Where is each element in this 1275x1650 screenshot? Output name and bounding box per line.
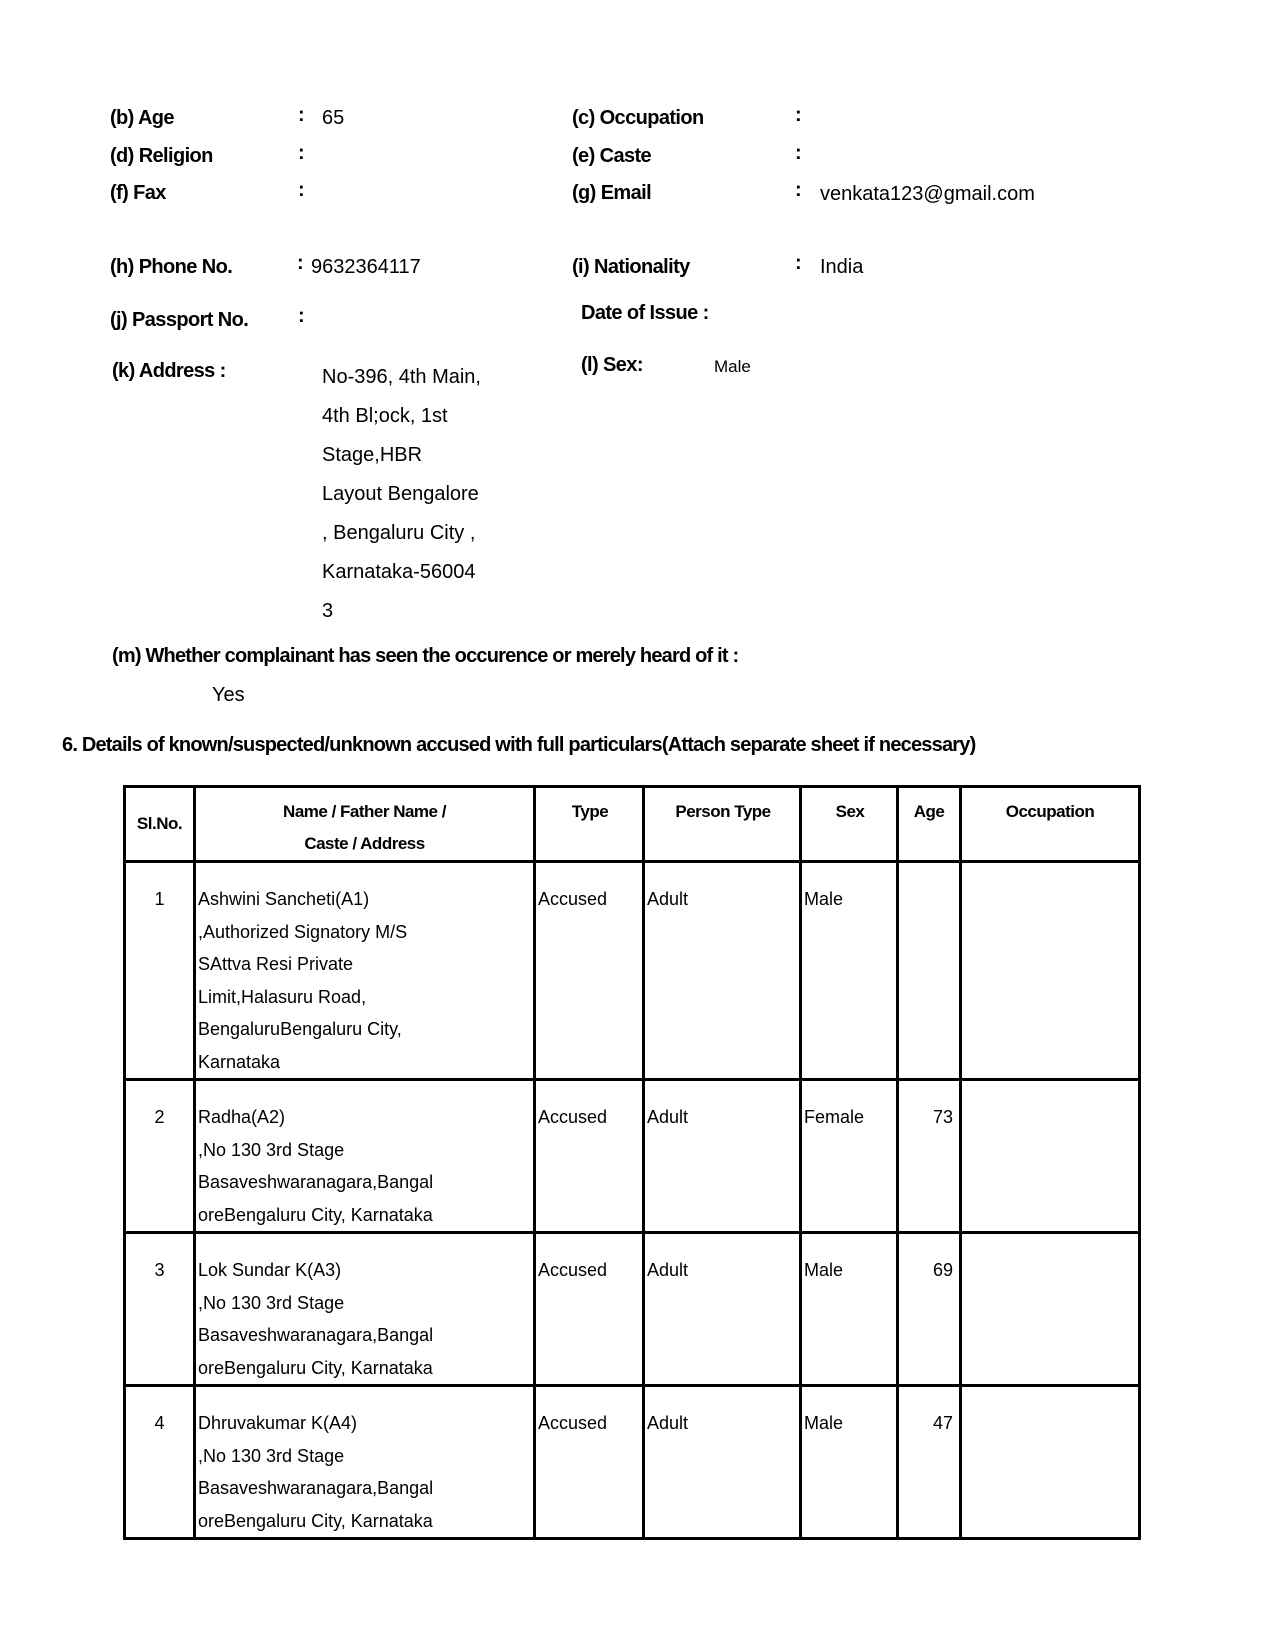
cell-sex: Male: [801, 1386, 898, 1539]
cell-person-type: Adult: [644, 1233, 801, 1386]
cell-slno: 2: [125, 1080, 195, 1233]
name-line: Limit,Halasuru Road,: [198, 986, 367, 1007]
cell-name: [195, 1386, 535, 1539]
name-line: Dhruvakumar K(A4): [198, 1413, 358, 1433]
name-line: BengaluruBengaluru City,: [198, 1019, 402, 1039]
cell-occupation: [961, 1080, 1140, 1233]
phone-label: (h) Phone No.: [110, 256, 233, 278]
cell-occupation: [961, 862, 1140, 1080]
header-name: [195, 787, 535, 862]
address-line: 3: [322, 600, 334, 622]
religion-colon: :: [298, 142, 305, 164]
sex-label: (l) Sex:: [581, 354, 643, 376]
name-line: SAttva Resi Private: [198, 954, 354, 974]
address-line: Stage,HBR: [322, 444, 423, 466]
cell-person-type: Adult: [644, 1386, 801, 1539]
header-slno: Sl.No.: [125, 787, 195, 862]
age-label: (b) Age: [110, 107, 174, 129]
cell-name: [195, 1233, 535, 1386]
name-line: Lok Sundar K(A3): [198, 1260, 342, 1280]
question-m-label: (m) Whether complainant has seen the occurence or merely heard of it :: [112, 645, 739, 667]
table-row: [125, 1080, 1140, 1233]
cell-person-type: Adult: [644, 862, 801, 1080]
cell-name: [195, 1080, 535, 1233]
cell-sex: Male: [801, 862, 898, 1080]
cell-age: [898, 862, 961, 1080]
question-m-answer: Yes: [212, 684, 245, 706]
cell-occupation: [961, 1386, 1140, 1539]
table-row: [125, 862, 1140, 1080]
name-line: ,Authorized Signatory M/S: [198, 921, 408, 942]
age-value: 65: [322, 107, 345, 129]
cell-person-type: Adult: [644, 1080, 801, 1233]
age-colon: :: [298, 104, 305, 126]
address-line: , Bengaluru City ,: [322, 522, 476, 544]
header-age: Age: [898, 787, 961, 862]
address-line: 4th Bl;ock, 1st: [322, 405, 448, 427]
fax-colon: :: [298, 179, 305, 201]
date-of-issue-label: Date of Issue :: [581, 302, 709, 324]
religion-label: (d) Religion: [110, 145, 213, 167]
name-line: oreBengaluru City, Karnataka: [198, 1510, 433, 1531]
cell-age: 69: [898, 1233, 961, 1386]
occupation-colon: :: [795, 104, 802, 126]
cell-age: 73: [898, 1080, 961, 1233]
caste-label: (e) Caste: [572, 145, 652, 167]
cell-type: Accused: [535, 1233, 644, 1386]
email-label: (g) Email: [572, 182, 652, 204]
nationality-colon: :: [795, 252, 802, 274]
email-colon: :: [795, 179, 802, 201]
address-line: Karnataka-56004: [322, 561, 476, 583]
cell-type: Accused: [535, 862, 644, 1080]
header-sex: Sex: [801, 787, 898, 862]
cell-sex: Male: [801, 1233, 898, 1386]
name-line: Basaveshwaranagara,Bangal: [198, 1478, 434, 1498]
cell-type: Accused: [535, 1386, 644, 1539]
name-line: ,No 130 3rd Stage: [198, 1445, 345, 1466]
cell-name: [195, 862, 535, 1080]
header-name-line1: Name / Father Name /: [283, 802, 446, 821]
occupation-label: (c) Occupation: [572, 107, 704, 129]
nationality-label: (i) Nationality: [572, 256, 690, 278]
cell-sex: Female: [801, 1080, 898, 1233]
name-line: Basaveshwaranagara,Bangal: [198, 1325, 434, 1345]
email-value: venkata123@gmail.com: [820, 183, 1035, 205]
phone-colon: :: [297, 252, 304, 274]
caste-colon: :: [795, 142, 802, 164]
cell-slno: 4: [125, 1386, 195, 1539]
header-occupation: Occupation: [961, 787, 1140, 862]
fax-label: (f) Fax: [110, 182, 166, 204]
name-line: oreBengaluru City, Karnataka: [198, 1204, 433, 1225]
table-row: [125, 1233, 1140, 1386]
cell-age: 47: [898, 1386, 961, 1539]
name-line: Karnataka: [198, 1051, 281, 1072]
header-person-type: Person Type: [644, 787, 801, 862]
address-line: Layout Bengalore: [322, 483, 479, 505]
accused-table: [123, 785, 1141, 1540]
address-line: No-396, 4th Main,: [322, 366, 481, 388]
name-line: Basaveshwaranagara,Bangal: [198, 1172, 434, 1192]
cell-slno: 1: [125, 862, 195, 1080]
phone-value: 9632364117: [311, 256, 421, 278]
cell-occupation: [961, 1233, 1140, 1386]
section-6-title: 6. Details of known/suspected/unknown accused with full particulars(Attach separate sheet if necessary): [62, 734, 976, 756]
cell-type: Accused: [535, 1080, 644, 1233]
sex-value: Male: [714, 357, 751, 376]
name-line: ,No 130 3rd Stage: [198, 1139, 345, 1160]
name-line: Ashwini Sancheti(A1): [198, 889, 370, 909]
address-value: [322, 358, 481, 631]
table-row: [125, 1386, 1140, 1539]
table-header-row: [125, 787, 1140, 862]
header-type: Type: [535, 787, 644, 862]
cell-slno: 3: [125, 1233, 195, 1386]
name-line: oreBengaluru City, Karnataka: [198, 1357, 433, 1378]
passport-label: (j) Passport No.: [110, 309, 249, 331]
nationality-value: India: [820, 256, 864, 278]
passport-colon: :: [298, 305, 305, 327]
name-line: Radha(A2): [198, 1107, 286, 1127]
header-name-line2: Caste / Address: [304, 834, 425, 853]
name-line: ,No 130 3rd Stage: [198, 1292, 345, 1313]
address-label: (k) Address :: [112, 360, 226, 382]
